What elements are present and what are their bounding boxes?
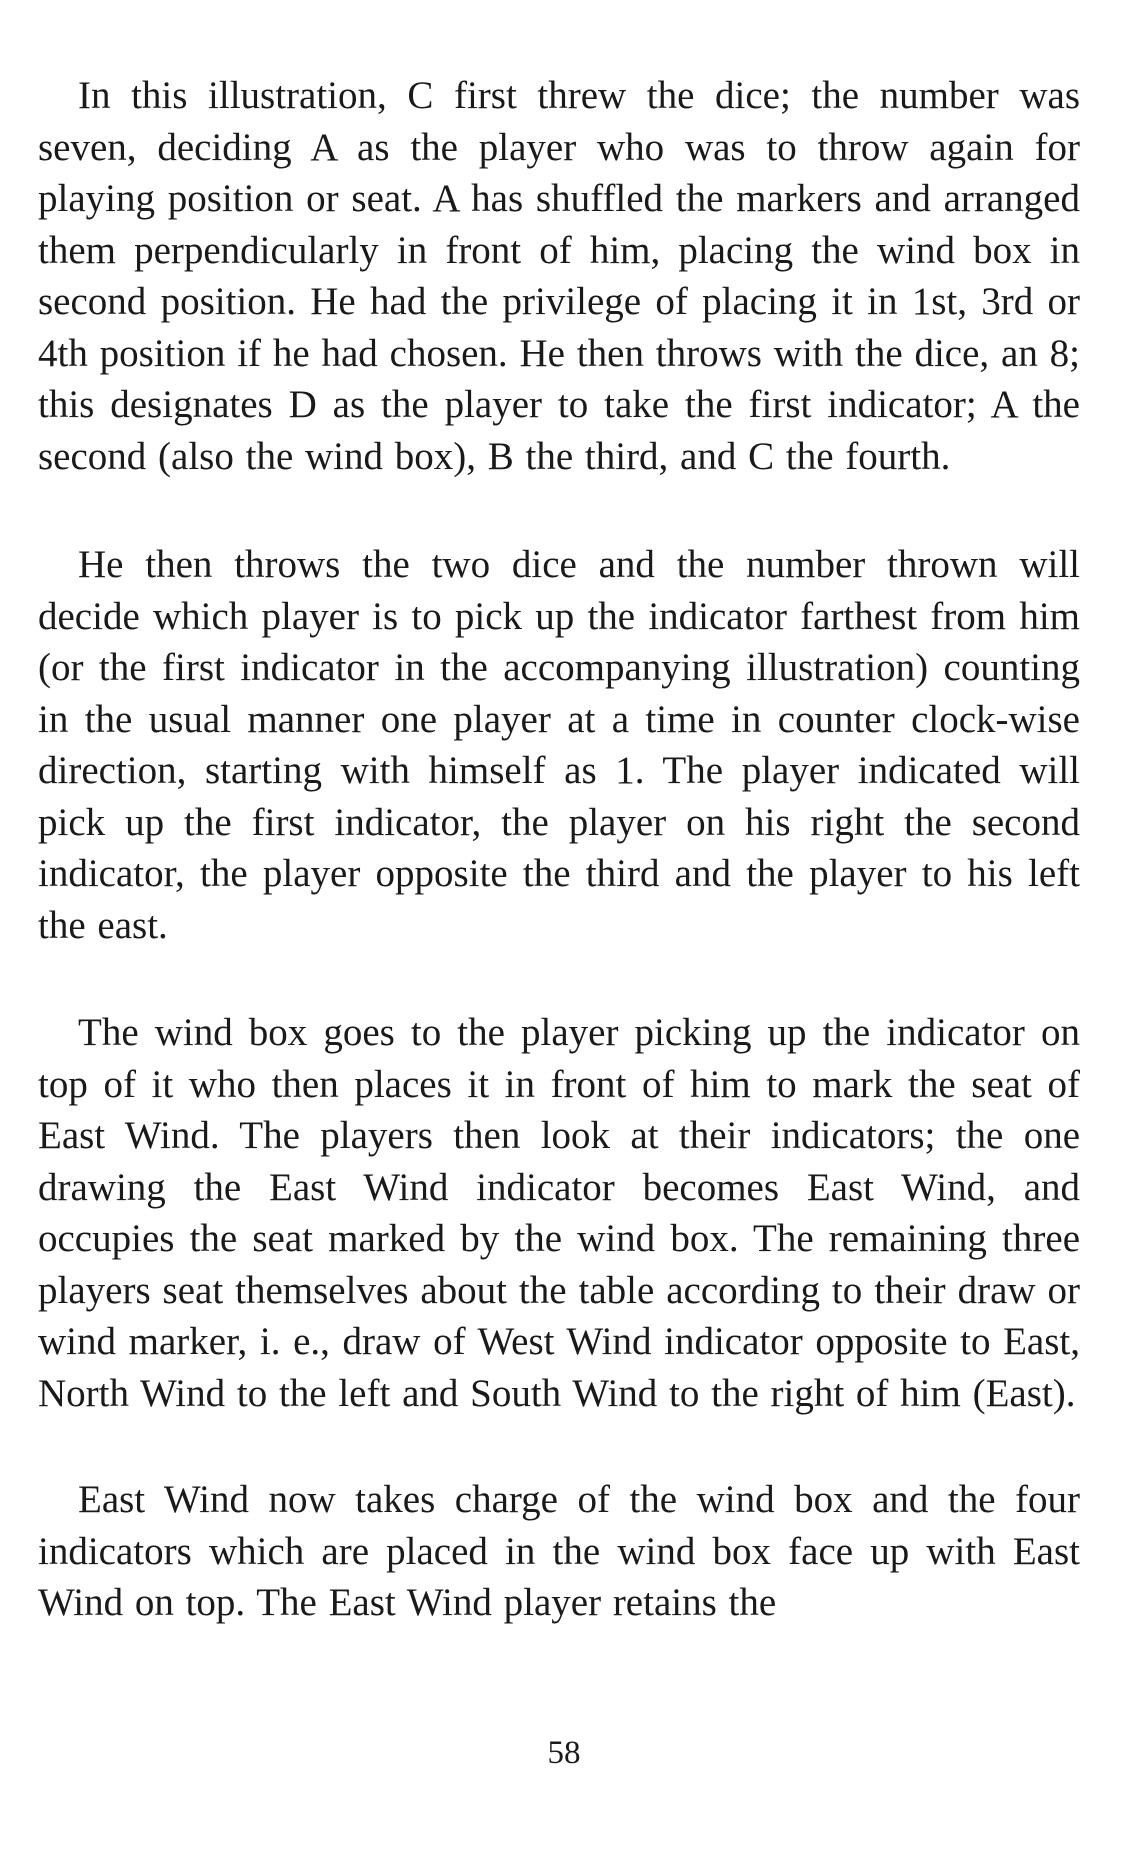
paragraph-east-wind: East Wind now takes charge of the wind box and the four indicators which are placed in the wind box face up with East Wind on top. The East Wind player retains the [38, 1478, 1080, 1624]
paragraph-seat-selection: In this illustration, C first threw the dice; the number was seven, deciding A as the player who was to throw again for playing position or seat. A has shuffled the markers and arranged them perpendicularly in front of him, placing the wind box in second position. He had the privilege of placing it in 1st, 3rd or 4th position if he had chosen. He then throws with the dice, an 8; this designates D as the player to take the first indicator; A the second (also the wind box), B the third, and C the fourth. [38, 74, 1080, 478]
page-number: 58 [547, 1735, 581, 1771]
paragraph-wind-box: The wind box goes to the player picking up the indicator on top of it who then places it in front of him to mark the seat of East Wind. The players then look at their indicators; the one drawing the East Wind indicator becomes East Wind, and occupies the seat marked by the wind box. The remaining three players seat themselves about the table according to their draw or wind marker, i. e., draw of West Wind indicator opposite to East, North Wind to the left and South Wind to the right of him (East). [38, 1011, 1080, 1415]
book-page-body [38, 70, 1080, 1629]
paragraph-indicator-pickup: He then throws the two dice and the number thrown will decide which player is to pick up the indicator farthest from him (or the first indicator in the accompanying illustration) counting in the usual manner one player at a time in counter clock-wise direction, starting with himself as 1. The player indicated will pick up the first indicator, the player on his right the second indicator, the player opposite the third and the player to his left the east. [38, 543, 1080, 947]
